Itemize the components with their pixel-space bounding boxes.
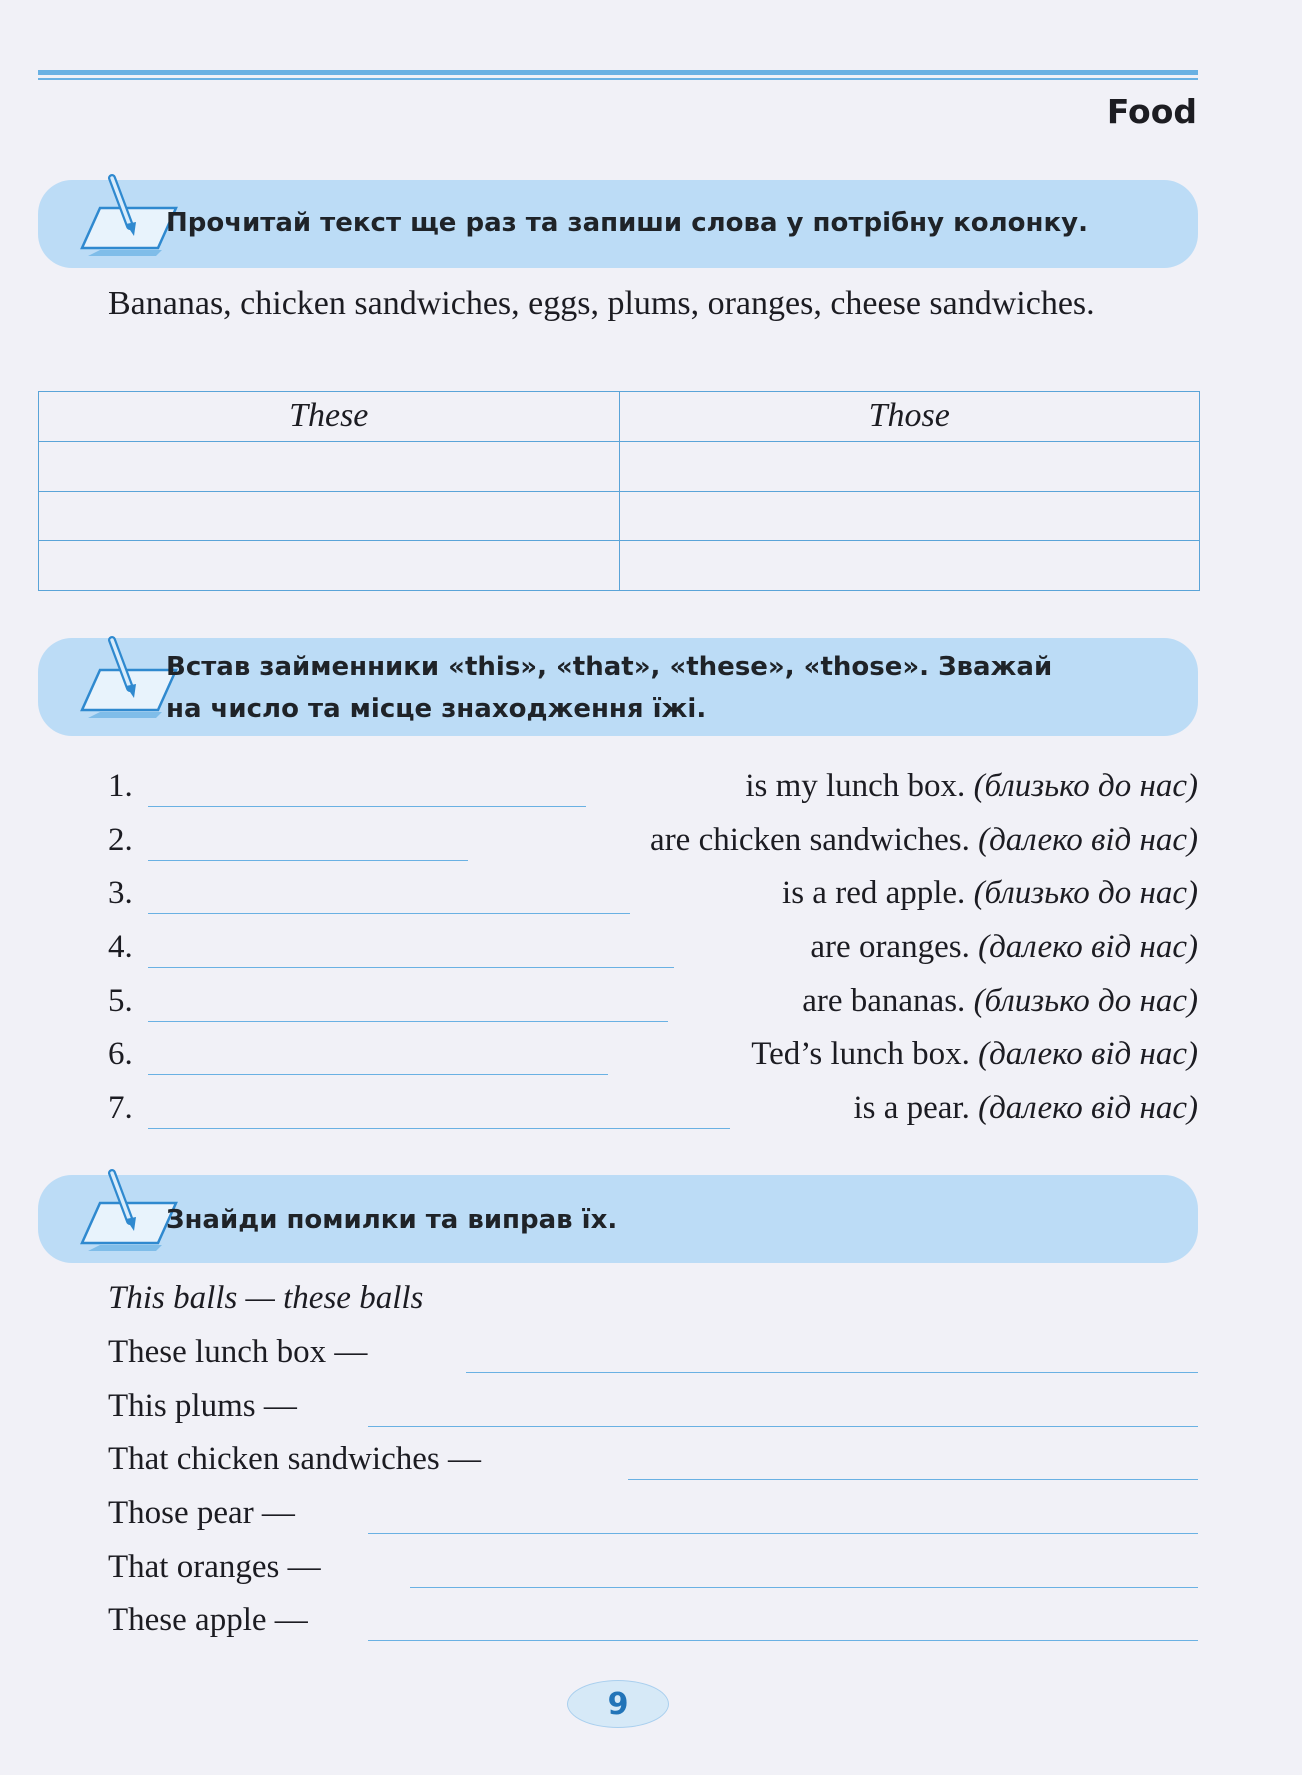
answer-line[interactable] [148,967,674,968]
exercise-item [108,1036,1198,1084]
item-text: is my lunch box. (близько до нас) [745,768,1198,804]
example-text: This balls — these balls [108,1280,424,1316]
item-text: That chicken sandwiches — [108,1441,481,1477]
answer-cell[interactable] [619,491,1200,541]
correction-item [108,1549,1198,1597]
item-number: 2. [108,822,133,858]
answer-line[interactable] [148,806,586,807]
column-header-these: These [39,392,620,442]
item-text: Those pear — [108,1495,295,1531]
correction-item [108,1441,1198,1489]
item-text: These apple — [108,1602,308,1638]
answer-cell[interactable] [619,541,1200,591]
item-number: 4. [108,929,133,965]
answer-line[interactable] [148,1021,668,1022]
exercise-item [108,822,1198,870]
task2-banner [38,638,1198,736]
item-text: is a red apple. (близько до нас) [782,875,1198,911]
task1-instruction: Прочитай текст ще раз та запиши слова у потрібну колонку. [166,208,1088,238]
answer-cell[interactable] [619,441,1200,491]
exercise-item [108,929,1198,977]
task2-instruction-line1: Встав займенники «this», «that», «these», «those». Зважай [166,652,1053,682]
correction-item [108,1334,1198,1382]
example-row [108,1280,1198,1328]
item-number: 3. [108,875,133,911]
item-text: is a pear. (далеко від нас) [853,1090,1198,1126]
header-rule [38,70,1198,80]
correction-item [108,1602,1198,1650]
item-text: These lunch box — [108,1334,368,1370]
task1-banner [38,180,1198,268]
task3-instruction: Знайди помилки та виправ їх. [166,1205,618,1235]
exercise-item [108,875,1198,923]
item-number: 1. [108,768,133,804]
answer-line[interactable] [368,1640,1198,1641]
exercise-item [108,768,1198,816]
item-number: 6. [108,1036,133,1072]
item-number: 5. [108,983,133,1019]
task2-instruction-line2: на число та місце знаходження їжі. [166,694,707,724]
exercise-item [108,1090,1198,1138]
task1-passage: Bananas, chicken sandwiches, eggs, plums, oranges, cheese sandwiches. [108,285,1095,322]
item-text: That oranges — [108,1549,321,1585]
correction-item [108,1495,1198,1543]
page-number: 9 [567,1680,669,1728]
answer-line[interactable] [368,1533,1198,1534]
answer-line[interactable] [148,913,630,914]
answer-cell[interactable] [39,541,620,591]
exercise-item [108,983,1198,1031]
answer-cell[interactable] [39,491,620,541]
answer-line[interactable] [410,1587,1198,1588]
answer-line[interactable] [148,860,468,861]
correction-item [108,1388,1198,1436]
item-text: are chicken sandwiches. (далеко від нас) [650,822,1198,858]
answer-line[interactable] [628,1479,1198,1480]
item-text: This plums — [108,1388,297,1424]
item-text: are bananas. (близько до нас) [802,983,1198,1019]
answer-cell[interactable] [39,441,620,491]
item-text: are oranges. (далеко від нас) [810,929,1198,965]
item-number: 7. [108,1090,133,1126]
column-header-those: Those [619,392,1200,442]
task3-banner [38,1175,1198,1263]
section-title: Food [1106,92,1197,131]
answer-line[interactable] [466,1372,1198,1373]
columns-table [38,391,1200,591]
answer-line[interactable] [368,1426,1198,1427]
answer-line[interactable] [148,1074,608,1075]
item-text: Ted’s lunch box. (далеко від нас) [751,1036,1198,1072]
answer-line[interactable] [148,1128,730,1129]
